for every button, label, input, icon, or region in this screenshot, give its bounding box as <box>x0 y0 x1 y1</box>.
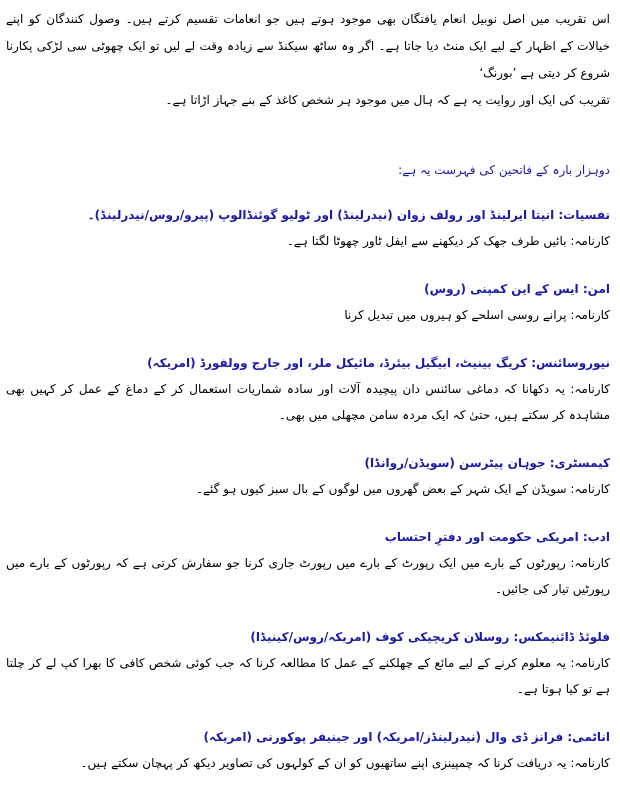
achievement-label: کارنامہ: <box>570 234 610 248</box>
prize-field: نیوروسائنس: کریگ بینیٹ، ابیگیل بیئرڈ، مائیکل ملر، اور جارج وولفورڈ (امریکہ) <box>147 356 610 370</box>
prize-item <box>6 350 610 428</box>
prize-field: نفسیات: انیتا ایرلینڈ اور رولف زوان (نیدرلینڈ) اور ٹولیو گوئنڈالوپ (پیرو/روس/نیدرلینڈ)۔ <box>87 208 610 222</box>
achievement-label: کارنامہ: <box>570 382 610 396</box>
prize-achievement <box>6 650 610 702</box>
prize-item <box>6 202 610 254</box>
intro-paragraph-2: تقریب کی ایک اور روایت یہ ہے کہ ہال میں موجود ہر شخص کاغذ کے بنے جہاز اڑاتا ہے۔ <box>165 93 610 107</box>
prize-item <box>6 524 610 602</box>
achievement-text: پرانے روسی اسلحے کو ہیروں میں تبدیل کرنا <box>344 308 567 322</box>
prize-item <box>6 276 610 328</box>
achievement-text: یہ معلوم کرنے کے لیے مائع کے چھلکنے کے عمل کا مطالعہ کرنا کہ جب کوئی شخص کافی کا بھرا کپ لے کر چلتا ہے تو کیا ہوتا ہے۔ <box>6 656 610 696</box>
achievement-label: کارنامہ: <box>570 656 610 670</box>
achievement-label: کارنامہ: <box>570 482 610 496</box>
achievement-label: کارنامہ: <box>570 308 610 322</box>
achievement-text: بائیں طرف جھک کر دیکھنے سے ایفل ٹاور چھوٹا لگتا ہے۔ <box>286 234 567 248</box>
achievement-text: رپورٹوں کے بارے میں ایک رپورٹ کے بارے میں رپورٹ جاری کرنا جو سفارش کرتی ہے کہ رپورٹوں کے بارے میں رپورٹیں تیار کی جائیں۔ <box>6 556 610 596</box>
prize-achievement <box>6 302 610 328</box>
achievement-text: یہ دریافت کرنا کہ چمپینزی اپنے ساتھیوں کو ان کے کولہوں کی تصاویر دیکھ کر پہچان سکتے ہیں۔ <box>80 756 567 770</box>
prize-field: اناٹمی: فرانز ڈی وال (نیدرلینڈز/امریکہ) اور جینیفر پوکورنی (امریکہ) <box>203 730 610 744</box>
prize-item <box>6 624 610 702</box>
intro-section <box>6 6 610 114</box>
intro-paragraph-1: اس تقریب میں اصل نوبیل انعام یافتگان بھی موجود ہوتے ہیں جو انعامات تقسیم کرتے ہیں۔ وصول کنندگان کو اپنے خیالات کے اظہار کے لیے ایک منٹ دیا جاتا ہے۔ اگر وہ ساٹھ سیکنڈ سے زیادہ وقت لے لیں تو ایک چھوٹی سی لڑکی پکارنا شروع کر دیتی ہے ’بورنگ‘ <box>6 12 610 80</box>
prize-field: کیمسٹری: جوہان پیٹرسن (سویڈن/روانڈا) <box>364 456 610 470</box>
prize-achievement <box>6 476 610 502</box>
prize-item <box>6 724 610 776</box>
prize-achievement <box>6 750 610 776</box>
prize-list <box>6 202 610 776</box>
prize-achievement <box>6 228 610 254</box>
winners-list-title: دوہزار بارہ کے فاتحین کی فہرست یہ ہے: <box>398 163 610 177</box>
prize-field: فلوئڈ ڈائنیمکس: روسلان کریچیکی کوف (امریکہ/روس/کینیڈا) <box>250 630 610 644</box>
prize-item <box>6 450 610 502</box>
achievement-label: کارنامہ: <box>570 556 610 570</box>
achievement-text: سویڈن کے ایک شہر کے بعض گھروں میں لوگوں کے بال سبز کیوں ہو گئے۔ <box>195 482 567 496</box>
prize-field: ادب: امریکی حکومت اور دفترِ احتساب <box>384 530 610 544</box>
prize-field: امن: ایس کے این کمپنی (روس) <box>424 282 610 296</box>
prize-achievement <box>6 376 610 428</box>
achievement-label: کارنامہ: <box>570 756 610 770</box>
prize-achievement <box>6 550 610 602</box>
achievement-text: یہ دکھانا کہ دماغی سائنس دان پیچیدہ آلات اور سادہ شماریات استعمال کر کے دماغ کے عمل کر کہیں بھی مشاہدہ کر سکتے ہیں، حتیٰ کہ ایک مردہ سامن مچھلی میں بھی۔ <box>6 382 610 422</box>
